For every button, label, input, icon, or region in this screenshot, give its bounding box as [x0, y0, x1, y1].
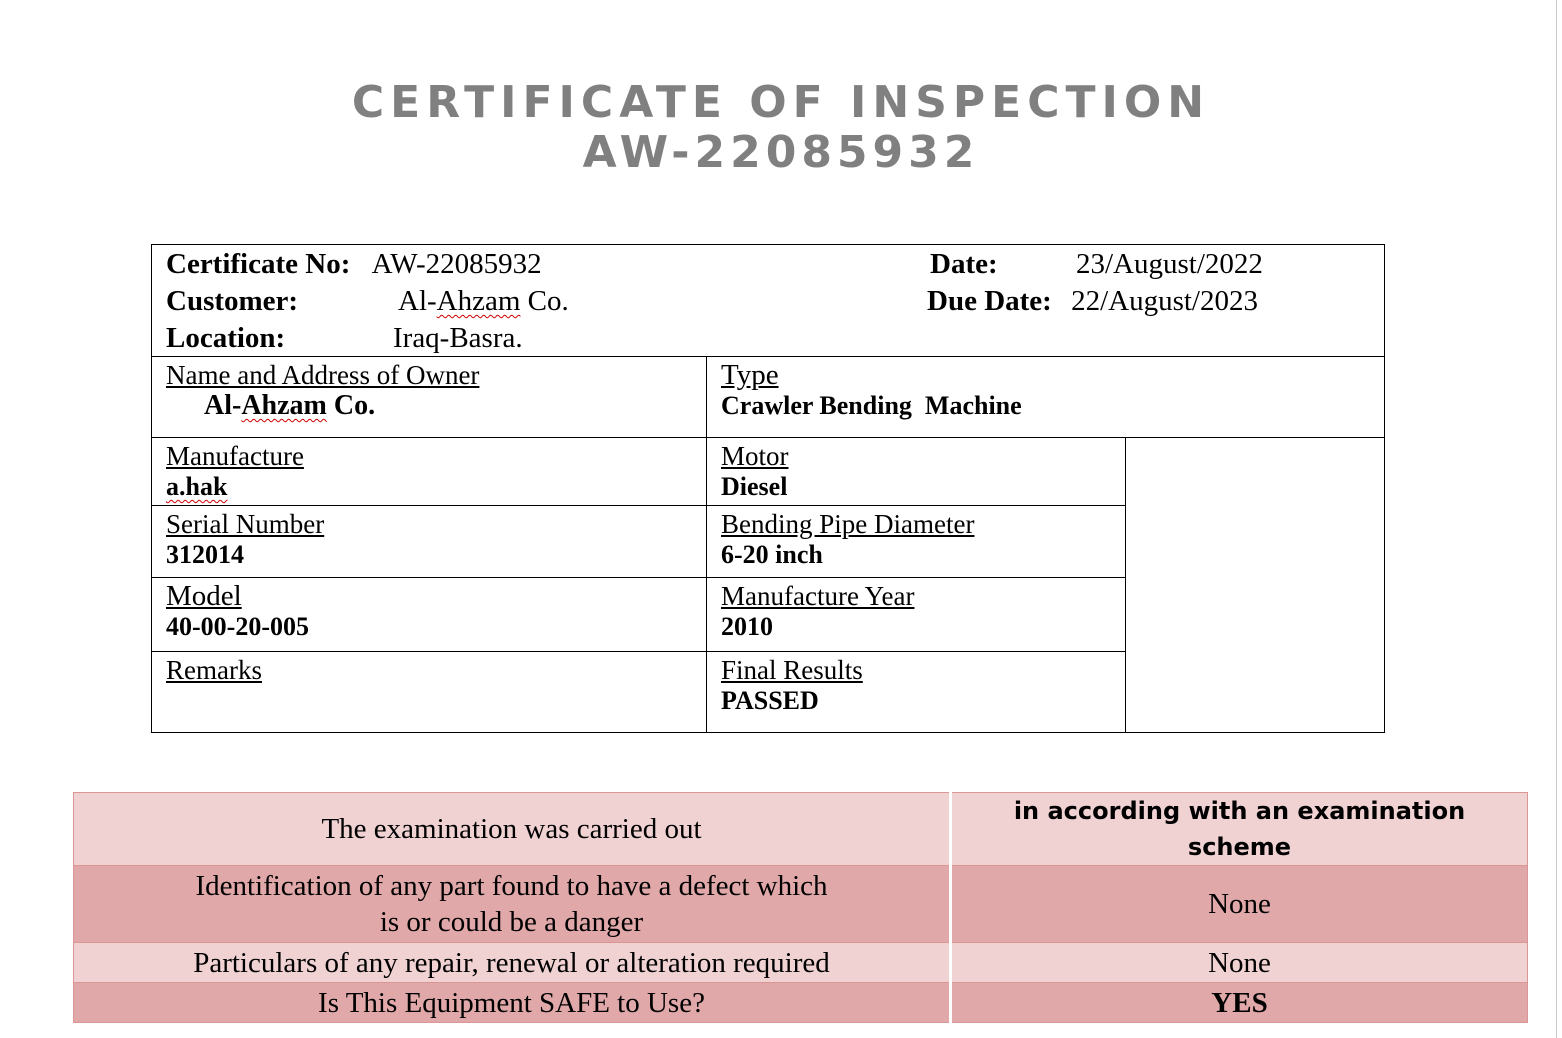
model-value: 40-00-20-005 [166, 612, 309, 641]
certificate-title: CERTIFICATE OF INSPECTION [351, 77, 1211, 128]
location-value: Iraq-Basra. [393, 322, 523, 354]
type-label: Type [721, 359, 779, 391]
manufacture-year-value: 2010 [721, 612, 773, 641]
pipe-diameter-cell [707, 506, 1126, 578]
table-row [74, 943, 1528, 983]
date-value: 23/August/2022 [1076, 248, 1263, 280]
remarks-label: Remarks [166, 655, 262, 685]
manufacture-year-cell [707, 578, 1126, 652]
blank-cell [1126, 438, 1385, 733]
remarks-cell [152, 652, 707, 733]
certificate-details-table [151, 244, 1385, 733]
exam-question: Is This Equipment SAFE to Use? [74, 983, 951, 1023]
certificate-no-value: AW-22085932 [371, 248, 542, 280]
pipe-diameter-label: Bending Pipe Diameter [721, 509, 975, 539]
examination-table [73, 792, 1528, 1023]
exam-answer: YES [951, 983, 1528, 1023]
owner-value: Al-Ahzam Co. [204, 390, 376, 421]
customer-label: Customer: [166, 285, 299, 317]
pipe-diameter-value: 6-20 inch [721, 540, 823, 569]
exam-question: The examination was carried out [74, 793, 951, 866]
manufacture-cell [152, 438, 707, 506]
exam-answer: None [951, 866, 1528, 943]
certificate-no-label: Certificate No: [166, 248, 351, 280]
table-row [74, 866, 1528, 943]
exam-answer: in according with an examination scheme [951, 793, 1528, 866]
final-results-label: Final Results [721, 655, 863, 685]
type-cell [707, 357, 1385, 438]
customer-value: Al-Ahzam Co. [398, 285, 569, 317]
motor-value: Diesel [721, 472, 788, 501]
motor-cell [707, 438, 1126, 506]
type-value: Crawler Bending Machine [721, 391, 1022, 420]
owner-name: Ahzam [241, 390, 327, 421]
model-label: Model [166, 580, 242, 612]
due-date-label: Due Date: [927, 285, 1052, 317]
model-cell [152, 578, 707, 652]
manufacture-value: a.hak [166, 472, 228, 501]
certificate-header [152, 245, 1385, 357]
final-results-value: PASSED [721, 686, 819, 715]
location-label: Location: [166, 322, 286, 354]
serial-cell [152, 506, 707, 578]
table-row [74, 793, 1528, 866]
certificate-number-title: AW-22085932 [582, 127, 980, 178]
final-results-cell [707, 652, 1126, 733]
manufacture-year-label: Manufacture Year [721, 581, 915, 611]
customer-name: Ahzam [436, 285, 521, 317]
serial-label: Serial Number [166, 509, 325, 539]
motor-label: Motor [721, 441, 789, 471]
date-label: Date: [930, 248, 998, 280]
manufacture-label: Manufacture [166, 441, 304, 471]
owner-label: Name and Address of Owner [166, 360, 480, 390]
owner-cell [152, 357, 707, 438]
exam-answer: None [951, 943, 1528, 983]
exam-question: Identification of any part found to have a defect which is or could be a danger [74, 866, 951, 943]
serial-value: 312014 [166, 540, 244, 569]
table-row [74, 983, 1528, 1023]
exam-question: Particulars of any repair, renewal or alteration required [74, 943, 951, 983]
due-date-value: 22/August/2023 [1071, 285, 1258, 317]
